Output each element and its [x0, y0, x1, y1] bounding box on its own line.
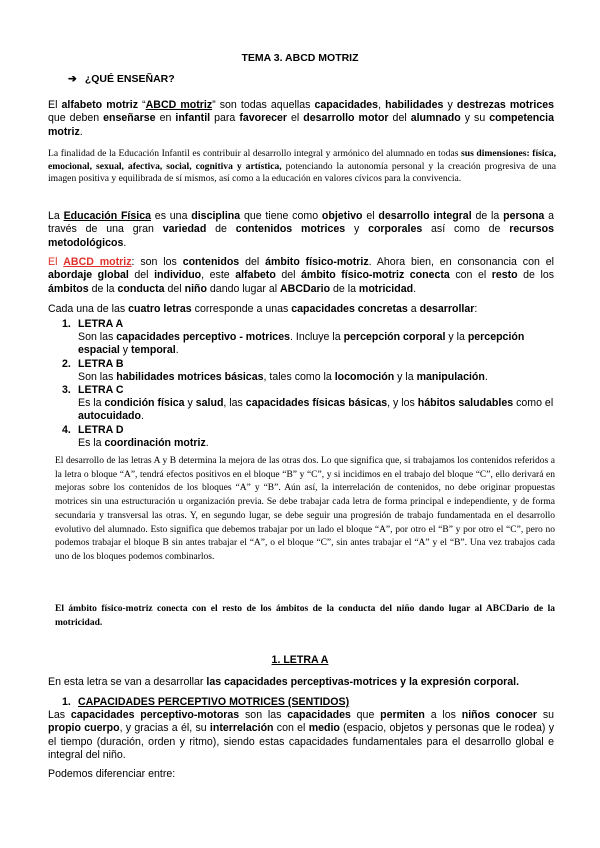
letter-description — [62, 331, 556, 357]
text-run: conducta — [117, 282, 165, 295]
paragraph-perceptivo-motoras — [48, 709, 554, 763]
text-run: es una — [151, 210, 192, 222]
paragraph-educacion-fisica — [48, 210, 554, 250]
text-run: desarrollar — [419, 303, 475, 315]
text-run: coordinación motriz — [104, 436, 206, 449]
letter-item — [62, 424, 556, 450]
text-run: competencia motriz — [48, 112, 554, 138]
text-run: Podemos diferenciar entre: — [48, 768, 176, 780]
text-run: medio — [308, 722, 340, 735]
text-run: a través de una gran — [48, 210, 555, 236]
text-run: enseñarse — [103, 112, 156, 125]
text-run: niños conocer — [461, 709, 538, 721]
text-run: Es la — [78, 436, 105, 449]
letters-list — [62, 318, 556, 450]
paragraph-alfabeto — [48, 99, 554, 139]
text-run: el — [362, 210, 379, 222]
text-run: como el — [513, 397, 554, 410]
heading-letra-a: 1. LETRA A — [271, 654, 329, 666]
paragraph-desarrollo-letras — [55, 455, 555, 565]
text-run: en — [155, 112, 176, 125]
text-run: . Incluye la — [289, 331, 344, 344]
text-run: percepción espacial — [78, 331, 525, 357]
text-run: manipulación — [416, 370, 485, 383]
text-run: habilidades motrices básicas — [116, 370, 264, 383]
text-run: y su — [460, 112, 490, 125]
text-run: que tiene como — [240, 210, 322, 222]
letter-heading — [62, 384, 556, 397]
text-run: y la — [445, 331, 468, 344]
letter-heading — [62, 424, 556, 437]
text-run: cuatro letras — [128, 303, 192, 315]
text-run: las capacidades perceptivas-motrices y la expresión corporal. — [206, 676, 520, 688]
text-run: desarrollo motor — [303, 112, 389, 125]
text-run: : — [474, 303, 478, 315]
letter-title: LETRA A — [78, 318, 124, 330]
text-run: y la — [394, 370, 417, 383]
text-run: del — [388, 112, 411, 125]
text-run: locomoción — [334, 370, 395, 383]
text-run: interrelación — [209, 722, 274, 735]
text-run: La finalidad de la Educación Infantil es contribuir al desarrollo integral y armónico del alumnado en todas — [48, 148, 462, 159]
text-run: disciplina — [191, 210, 241, 222]
text-run: corporales — [368, 223, 423, 236]
text-run: a — [407, 303, 420, 315]
question-text: ¿QUÉ ENSEÑAR? — [84, 73, 175, 85]
text-run: abordaje global — [48, 269, 129, 282]
text-run: persona — [503, 210, 545, 222]
text-run: que — [350, 709, 381, 721]
letter-heading — [62, 358, 556, 371]
text-run: El — [48, 99, 62, 111]
text-run: , — [378, 99, 386, 111]
text-run: de la — [471, 210, 504, 222]
text-run: El desarrollo de las letras A y B determina la mejora de las otras dos. Lo que significa que, si trabajamos los contenidos referidos a la letra o bloque “A”, tendrá efectos positivos en el bloque “B” y “C”, y si incidimos en el trabajo del bloque “C”, ello derivará en mejoras sobre los contenidos de los bloques “A” y “B”. Aún así, la interrelación de contenidos, no debe originar propuestas motrices sin una estructuración u organización previa. Se debe trabajar cada letra de forma principal e independiente, y de forma secundaria y transversal las otras. Y, en segundo lugar, se debe seguir una progresión de trabajo fundamentada en el desarrollo evolutivo del alumnado. Esto significa que debemos trabajar por un lado el bloque “A”, por otro el “B” y por otro el “C”, pero no podemos trabajar el bloque B sin antes trabajar el “A”, o el bloque “C”, sin antes trabajar el “A” y el “B”. Una vez trabajos cada uno de los bloques podemos combinarlos. — [55, 456, 555, 562]
letter-title: LETRA B — [78, 357, 124, 370]
text-run: ABCDario — [280, 282, 331, 295]
text-run: autocuidado — [78, 410, 141, 423]
text-run: del — [164, 282, 185, 295]
paragraph-cuatro-letras — [48, 303, 554, 316]
text-run: La — [48, 210, 64, 222]
text-run: del — [275, 269, 302, 282]
paragraph-diferenciar — [48, 768, 554, 781]
letter-title: LETRA D — [78, 423, 124, 436]
text-run: de — [206, 223, 236, 236]
section-question — [68, 73, 175, 85]
subheading-capacidades — [62, 696, 349, 708]
text-run: El — [48, 256, 64, 268]
text-run: . — [175, 344, 179, 357]
letter-heading — [62, 318, 556, 331]
text-run: , y gracias a él, su — [119, 722, 210, 735]
letter-item — [62, 358, 556, 384]
letter-description — [62, 437, 556, 450]
text-run: Educación Física — [63, 210, 151, 222]
text-run: desarrollo integral — [378, 210, 472, 222]
text-run: percepción corporal — [343, 331, 446, 344]
text-run: . — [123, 236, 127, 249]
text-run: Es la — [78, 397, 105, 410]
text-run: . — [205, 436, 209, 449]
text-run: capacidades físicas básicas — [245, 397, 388, 410]
text-run: destrezas motrices — [456, 99, 555, 111]
letter-number: 1. — [62, 318, 71, 330]
text-run: individuo — [154, 269, 202, 282]
text-run: ámbito físico-motriz conecta — [301, 269, 450, 282]
text-run: capacidades perceptivo - motrices — [116, 331, 290, 344]
paragraph-letra-a-intro — [48, 676, 554, 689]
text-run: , las — [223, 397, 246, 410]
text-run: con el — [449, 269, 492, 282]
text-run: son las — [239, 709, 288, 721]
text-run: capacidades — [287, 709, 351, 721]
text-run: El ámbito físico-motriz conecta con el resto de los ámbitos de la conducta del niño dando lugar al ABCDario de la motricidad. — [55, 604, 555, 628]
text-run: , tales como la — [263, 370, 335, 383]
text-run: y — [184, 397, 196, 410]
text-run: dando lugar al — [206, 282, 281, 295]
text-run: de la — [88, 282, 118, 295]
text-run: resto — [491, 269, 518, 282]
text-run: contenidos — [182, 256, 240, 268]
letter-item — [62, 318, 556, 358]
text-run: condición física — [104, 397, 185, 410]
text-run: capacidades concretas — [291, 303, 408, 315]
text-run: hábitos saludables — [417, 397, 514, 410]
text-run: de la — [330, 282, 359, 295]
text-run: “ — [138, 99, 146, 111]
text-run: a los — [424, 709, 462, 721]
text-run: de los — [517, 269, 555, 282]
text-run: objetivo — [321, 210, 363, 222]
text-run: alfabeto — [235, 269, 276, 282]
letter-title: LETRA C — [78, 384, 124, 397]
text-run: capacidades perceptivo-motoras — [70, 709, 240, 721]
text-run: Las — [48, 709, 71, 721]
text-run: . — [140, 410, 144, 423]
text-run: salud — [195, 397, 224, 410]
text-run: del — [128, 269, 155, 282]
text-run: su — [537, 709, 555, 721]
text-run: recursos metodológicos — [48, 223, 555, 249]
text-run: y — [119, 344, 132, 357]
text-run: temporal — [131, 344, 176, 357]
text-run: (espacio, objetos y personas que le rodea) y el tiempo (duración, orden y ritmo), siendo estas capacidades fundamentales para el desarrollo global e integral del niño. — [48, 722, 555, 762]
text-run: variedad — [162, 223, 207, 236]
text-run: ABCD motriz — [145, 99, 213, 111]
text-run: infantil — [175, 112, 211, 125]
letter-number: 4. — [62, 423, 71, 436]
text-run: alumnado — [410, 112, 461, 125]
text-run: ABCD motriz — [63, 256, 132, 268]
text-run: , este — [201, 269, 236, 282]
paragraph-ambito-conecta — [55, 603, 555, 630]
text-run: habilidades — [385, 99, 444, 111]
text-run: favorecer — [239, 112, 288, 125]
text-run: ámbito físico-motriz — [265, 256, 369, 268]
text-run: : son los — [131, 256, 183, 268]
text-run: así como de — [422, 223, 510, 236]
text-run: potenciando la autonomía personal y la creación progresiva de una imagen positiva y equilibrada de sí mismos, así como a la educación en valores cívicos para la convivencia. — [48, 160, 556, 185]
text-run: propio cuerpo — [48, 722, 120, 735]
arrow-icon: ➔ — [68, 73, 77, 85]
text-run: niño — [184, 282, 207, 295]
text-run: permiten — [380, 709, 425, 721]
text-run: . — [79, 125, 83, 138]
text-run: corresponde a unas — [191, 303, 292, 315]
text-run: que deben — [48, 112, 104, 125]
subheading-number: 1. — [62, 696, 71, 708]
letter-description — [62, 397, 556, 423]
text-run: motricidad — [358, 282, 414, 295]
paragraph-finalidad — [48, 148, 556, 186]
text-run: Son las — [78, 331, 117, 344]
document-title: TEMA 3. ABCD MOTRIZ — [241, 52, 359, 64]
paragraph-abcd-motriz — [48, 256, 554, 296]
text-run: . — [413, 282, 417, 295]
text-run: del — [239, 256, 266, 268]
text-run: y — [345, 223, 369, 236]
text-run: , y los — [387, 397, 418, 410]
text-run: alfabeto motriz — [61, 99, 139, 111]
text-run: . — [484, 370, 488, 383]
text-run: . Ahora bien, en consonancia con el — [368, 256, 554, 268]
text-run: y — [443, 99, 457, 111]
text-run: ámbitos — [48, 282, 89, 295]
text-run: Cada una de las — [48, 303, 129, 315]
subheading-title: CAPACIDADES PERCEPTIVO MOTRICES (SENTIDOS) — [78, 696, 350, 708]
letter-number: 3. — [62, 384, 71, 397]
text-run: contenidos motrices — [235, 223, 346, 236]
text-run: para — [210, 112, 240, 125]
text-run: ” son todas aquellas — [212, 99, 315, 111]
text-run: el — [287, 112, 304, 125]
text-run: En esta letra se van a desarrollar — [48, 676, 207, 688]
text-run: sus dimensiones: física, emocional, sexual, afectiva, social, cognitiva y artística, — [48, 148, 556, 172]
letter-number: 2. — [62, 357, 71, 370]
letter-description — [62, 371, 556, 384]
text-run: Son las — [78, 370, 117, 383]
text-run: con el — [273, 722, 309, 735]
letter-item — [62, 384, 556, 424]
text-run: capacidades — [314, 99, 379, 111]
